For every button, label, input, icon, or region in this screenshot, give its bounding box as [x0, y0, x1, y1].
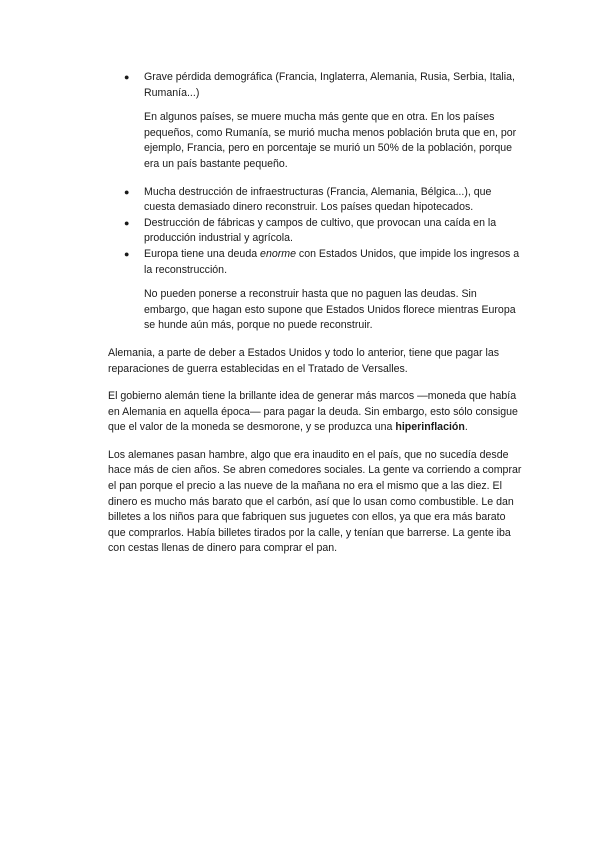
document-body — [108, 70, 524, 557]
list-item-factories — [108, 216, 524, 247]
list-item-note: No pueden ponerse a reconstruir hasta que no paguen las deudas. Sin embargo, que hagan esto supone que Estados Unidos florece mientras Europa se hunde aún más, porque no puede reconstruir. — [144, 288, 516, 332]
list-item-infrastructure — [108, 185, 524, 216]
list-item-text — [144, 247, 524, 278]
list-item-text: Mucha destrucción de infraestructuras (Francia, Alemania, Bélgica...), que cuesta demasiado dinero reconstruir. Los países quedan hipotecados. — [144, 185, 492, 214]
list-item-note: En algunos países, se muere mucha más gente que en otra. En los países pequeños, como Rumanía, se murió mucha menos población bruta que en, por ejemplo, Francia, pero en porcentaje se murió un 50% de la población, porque era un país bastante pequeño. — [144, 111, 517, 170]
list-item-debt — [108, 247, 524, 278]
debt-text-start: Europa tiene una deuda — [144, 247, 261, 260]
paragraph-hunger: Los alemanes pasan hambre, algo que era inaudito en el país, que no sucedía desde hace más de cien años. Se abren comedores sociales. La gente va corriendo a comprar el pan porque el precio a las nueve de la mañana no era el mismo que a las diez. El dinero es mucho más barato que el carbón, así que lo usan como combustible. Le dan billetes a los niños para que fabriquen sus juguetes con ellos, ya que era más barato que comprarlos. Había billetes tirados por la calle, y tenían que barrerse. La gente iba con cestas llenas de dinero para comprar el pan. — [108, 448, 522, 555]
bullet-icon: ● — [124, 186, 130, 197]
paragraph-text-end: . — [464, 421, 468, 434]
bullet-icon: ● — [124, 217, 130, 228]
paragraph-germany-reparations: Alemania, a parte de deber a Estados Unidos y todo lo anterior, tiene que pagar las reparaciones de guerra establecidas en el Tratado de Versalles. — [108, 346, 500, 375]
paragraph-text-start: El gobierno alemán tiene la brillante idea de generar más marcos —moneda que había en Alemania en aquella época— para pagar la deuda. Sin embargo, esto sólo consigue que el valor de la moneda se desmorone, y se produzca una — [108, 390, 518, 434]
bullet-icon: ● — [124, 248, 130, 259]
list-item-text: Grave pérdida demográfica (Francia, Inglaterra, Alemania, Rusia, Serbia, Italia, Rumanía...) — [144, 71, 515, 99]
emphasis-text: enorme — [260, 247, 296, 260]
list-item-demographic-loss — [108, 70, 524, 101]
debt-text-end: con Estados Unidos, que impide los ingresos a la reconstrucción. — [144, 247, 520, 276]
bullet-icon: ● — [124, 72, 130, 82]
list-item-text: Destrucción de fábricas y campos de cultivo, que provocan una caída en la producción industrial y agrícola. — [144, 216, 497, 245]
bold-term: hiperinflación — [395, 421, 465, 434]
paragraph-hyperinflation — [108, 389, 524, 436]
